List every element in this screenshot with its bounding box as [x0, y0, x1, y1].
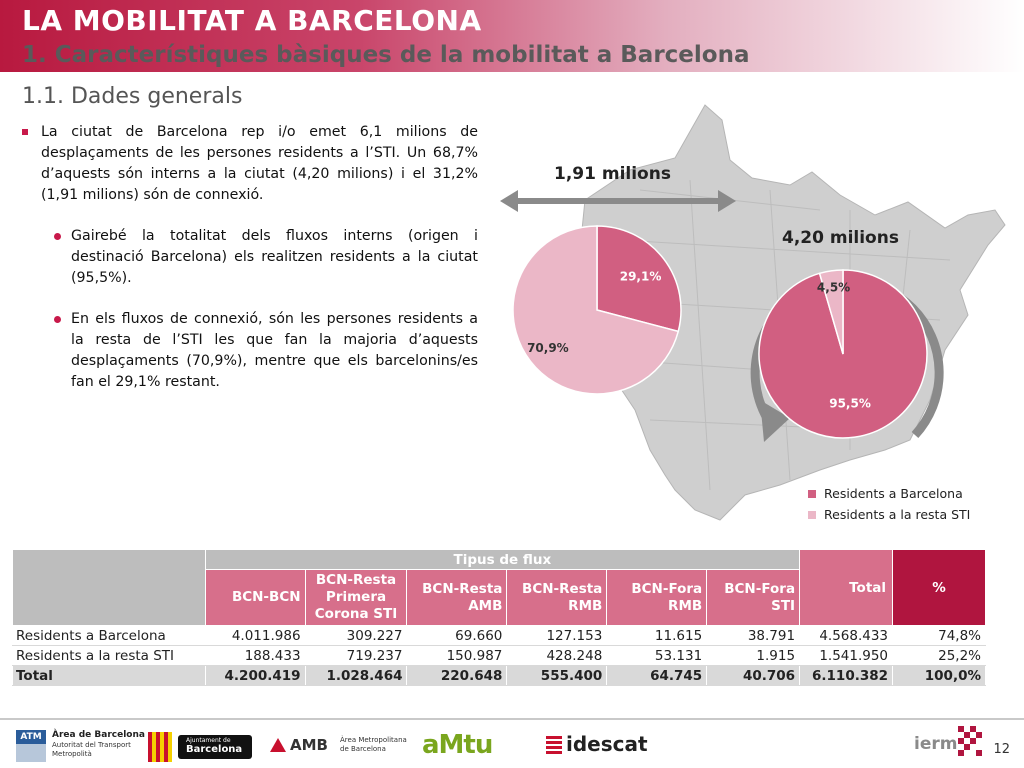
footer-divider: [0, 718, 1024, 720]
square-bullet-icon: [22, 129, 28, 135]
atm-logo-text-3: Metropolità: [52, 750, 92, 758]
table-cell-total: 4.568.433: [800, 626, 893, 646]
table-cell: 1.915: [707, 646, 800, 666]
page-title: LA MOBILITAT A BARCELONA: [22, 4, 482, 37]
paragraph-connection-text: En els fluxos de connexió, són les persones residents a la resta de l’STI les que fan la majoria d’aquests desplaçaments (70,9%), mentre que els barcelonins/es fan el 29,1% restant.: [71, 311, 478, 390]
internal-label: 4,20 milions: [782, 228, 899, 248]
amb-logo-subtext-2: de Barcelona: [340, 745, 386, 753]
body-text: [22, 122, 478, 413]
ajuntament-shield-icon: [148, 732, 172, 762]
idescat-bars-icon: [546, 734, 562, 754]
ajuntament-text-1: Ajuntament de: [186, 737, 231, 744]
ierm-pixel-icon: [958, 726, 982, 756]
atm-logo: [16, 730, 145, 764]
flux-table: [12, 549, 986, 686]
ajuntament-text-2: Barcelona: [186, 744, 243, 755]
atm-logo-text-2: Autoritat del Transport: [52, 741, 131, 749]
table-cell: 719.237: [305, 646, 407, 666]
pie-internal: [759, 270, 927, 438]
pie-value-label: 4,5%: [816, 280, 851, 295]
table-cell: 150.987: [407, 646, 507, 666]
pie-value-label: 70,9%: [527, 340, 569, 355]
map-figure: [490, 100, 1010, 530]
chart-legend: [808, 483, 970, 525]
amb-triangle-icon: [270, 738, 286, 752]
table-header-cell: BCN-Resta AMB: [407, 570, 507, 626]
table-cell: 4.011.986: [205, 626, 305, 646]
table-row: [13, 646, 986, 666]
legend-swatch: [808, 511, 816, 519]
table-cell-pct: 25,2%: [893, 646, 986, 666]
table-header-total: Total: [800, 550, 893, 626]
legend-label: Residents a Barcelona: [824, 486, 963, 501]
table-header-cell: BCN-Resta Primera Corona STI: [305, 570, 407, 626]
paragraph-internal: [22, 226, 478, 289]
table-cell: 69.660: [407, 626, 507, 646]
table-cell: 555.400: [507, 666, 607, 686]
page-subtitle: 1. Característiques bàsiques de la mobilitat a Barcelona: [22, 42, 750, 68]
table-cell: 38.791: [707, 626, 800, 646]
connection-label: 1,91 milions: [554, 164, 671, 184]
table-cell: 220.648: [407, 666, 507, 686]
pie-value-label: 29,1%: [619, 269, 662, 284]
table-header-cell: BCN-Resta RMB: [507, 570, 607, 626]
ierm-logo-text: ierm: [914, 734, 958, 754]
round-bullet-icon: [54, 316, 61, 323]
paragraph-internal-text: Gairebé la totalitat dels fluxos interns (origen i destinació Barcelona) els realitzen residents a la ciutat (95,5%).: [71, 228, 478, 286]
row-label: Residents a la resta STI: [13, 646, 206, 666]
paragraph-connection: [22, 309, 478, 393]
idescat-logo: [546, 732, 650, 760]
ierm-logo: [914, 724, 984, 764]
legend-item: [808, 504, 970, 525]
table-row-total: [13, 666, 986, 686]
table-header-cell: BCN-Fora RMB: [607, 570, 707, 626]
atm-logo-text-1: Àrea de Barcelona: [52, 730, 145, 740]
table-cell-pct: 100,0%: [893, 666, 986, 686]
pie-connection: [513, 226, 681, 394]
row-label: Residents a Barcelona: [13, 626, 206, 646]
table-cell: 4.200.419: [205, 666, 305, 686]
table-cell: 53.131: [607, 646, 707, 666]
table-cell: 11.615: [607, 626, 707, 646]
table-cell-pct: 74,8%: [893, 626, 986, 646]
round-bullet-icon: [54, 233, 61, 240]
amb-logo: [270, 734, 407, 760]
atm-logo-block: [16, 744, 46, 762]
table-cell: 127.153: [507, 626, 607, 646]
table-cell: 1.028.464: [305, 666, 407, 686]
row-label: Total: [13, 666, 206, 686]
table-cell: 428.248: [507, 646, 607, 666]
table-header-pct: %: [893, 550, 986, 626]
paragraph-main: [22, 122, 478, 206]
legend-swatch: [808, 490, 816, 498]
footer: [0, 724, 1024, 768]
amtu-logo: [422, 726, 542, 766]
page-number: 12: [993, 742, 1010, 757]
paragraph-main-text: La ciutat de Barcelona rep i/o emet 6,1 milions de desplaçaments de les persones residents a l’STI. Un 68,7% d’aquests són interns a la ciutat (4,20 milions) i el 31,2% (1,91 milions) són de connexió.: [41, 124, 478, 203]
table-cell: 40.706: [707, 666, 800, 686]
table-cell: 64.745: [607, 666, 707, 686]
section-title: 1.1. Dades generals: [22, 84, 243, 109]
table-header-cell: BCN-BCN: [205, 570, 305, 626]
table-cell-total: 1.541.950: [800, 646, 893, 666]
legend-label: Residents a la resta STI: [824, 507, 971, 522]
idescat-logo-text: idescat: [566, 732, 648, 756]
table-row: [13, 626, 986, 646]
amb-logo-text: AMB: [290, 736, 328, 754]
table-group-header: Tipus de flux: [205, 550, 799, 570]
amtu-logo-text: aMtu: [422, 730, 493, 760]
amb-logo-subtext-1: Àrea Metropolitana: [340, 736, 407, 744]
table-cell: 188.433: [205, 646, 305, 666]
legend-item: [808, 483, 970, 504]
table-cell-total: 6.110.382: [800, 666, 893, 686]
table-corner: [13, 550, 206, 626]
table-cell: 309.227: [305, 626, 407, 646]
atm-logo-badge: ATM: [16, 730, 46, 744]
table-header-cell: BCN-Fora STI: [707, 570, 800, 626]
pie-value-label: 95,5%: [829, 396, 871, 411]
ajuntament-logo: [148, 732, 252, 762]
